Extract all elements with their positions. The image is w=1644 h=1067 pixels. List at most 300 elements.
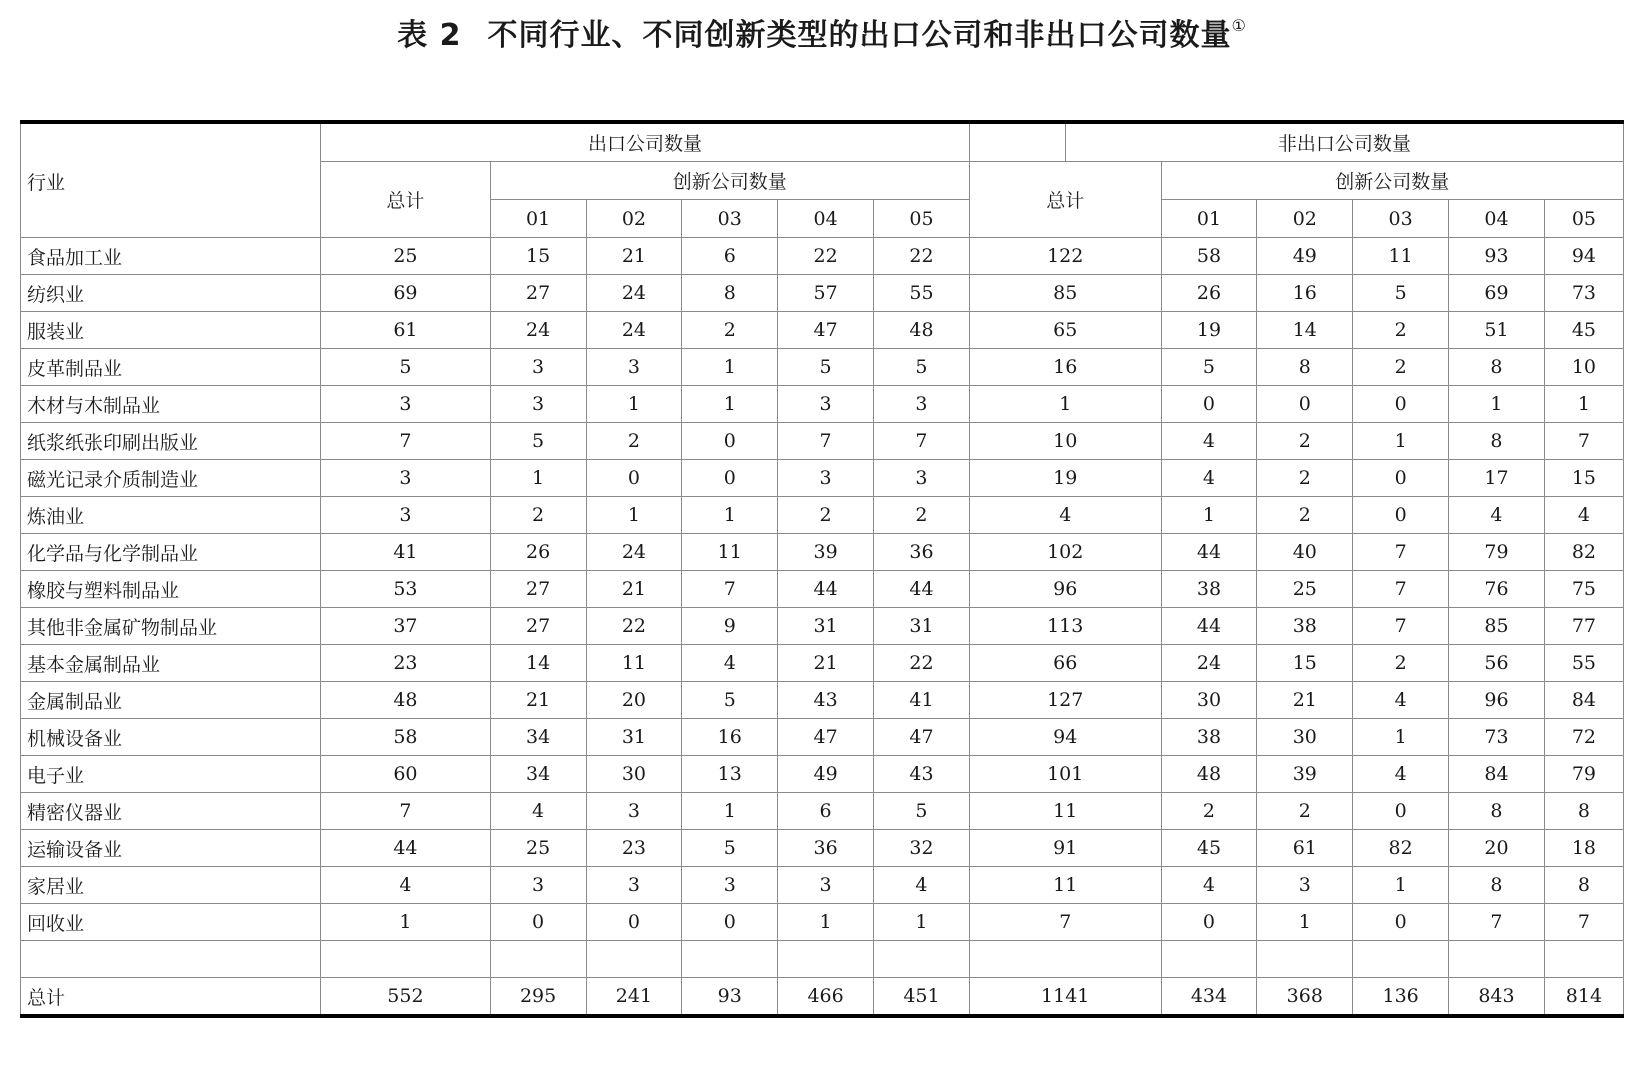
table-number: 表 2 <box>397 18 462 53</box>
industry-cell: 其他非金属矿物制品业 <box>21 608 321 645</box>
export-type-cell: 34 <box>490 756 586 793</box>
export-type-cell: 1 <box>682 386 778 423</box>
industry-cell: 炼油业 <box>21 497 321 534</box>
nonexport-type-cell: 38 <box>1161 719 1257 756</box>
nonexport-total-cell: 19 <box>969 460 1161 497</box>
nonexport-group-header: 非出口公司数量 <box>1065 122 1623 162</box>
blank-cell <box>969 941 1161 978</box>
nonexport-total-cell: 16 <box>969 349 1161 386</box>
export-type-cell: 20 <box>586 682 682 719</box>
nonexport-type-cell: 85 <box>1449 608 1545 645</box>
export-type-cell: 2 <box>490 497 586 534</box>
nonexport-type-cell: 3 <box>1257 867 1353 904</box>
export-type-cell: 27 <box>490 608 586 645</box>
export-type-02: 02 <box>586 200 682 238</box>
nonexport-type-cell: 8 <box>1449 867 1545 904</box>
table-row <box>21 423 1624 460</box>
table-row <box>21 534 1624 571</box>
table-row <box>21 645 1624 682</box>
export-total-cell: 7 <box>321 423 491 460</box>
export-type-cell: 44 <box>778 571 874 608</box>
export-type-cell: 21 <box>586 571 682 608</box>
nonexport-type-cell: 73 <box>1544 275 1623 312</box>
nonexport-total-cell: 127 <box>969 682 1161 719</box>
nonexport-type-cell: 8 <box>1544 867 1623 904</box>
nonexport-type-cell: 0 <box>1353 793 1449 830</box>
nonexport-total-cell: 113 <box>969 608 1161 645</box>
export-type-cell: 6 <box>778 793 874 830</box>
total-row <box>21 978 1624 1017</box>
nonexport-type-cell: 1 <box>1257 904 1353 941</box>
export-type-cell: 0 <box>682 423 778 460</box>
nonexport-type-cell: 73 <box>1449 719 1545 756</box>
nonexport-type-cell: 1 <box>1353 423 1449 460</box>
nonexport-type-cell: 16 <box>1257 275 1353 312</box>
nonexport-type-cell: 7 <box>1544 904 1623 941</box>
nonexport-type-cell: 5 <box>1161 349 1257 386</box>
export-type-cell: 43 <box>778 682 874 719</box>
nonexport-type-cell: 17 <box>1449 460 1545 497</box>
nonexport-type-cell: 20 <box>1449 830 1545 867</box>
nonexport-type-cell: 2 <box>1161 793 1257 830</box>
export-total-cell: 60 <box>321 756 491 793</box>
nonexport-type-cell: 56 <box>1449 645 1545 682</box>
export-type-01: 01 <box>490 200 586 238</box>
table-row <box>21 571 1624 608</box>
nonexport-total-cell: 1 <box>969 386 1161 423</box>
export-total-cell: 552 <box>321 978 491 1017</box>
export-type-cell: 241 <box>586 978 682 1017</box>
nonexport-type-cell: 72 <box>1544 719 1623 756</box>
export-type-cell: 25 <box>490 830 586 867</box>
export-type-cell: 16 <box>682 719 778 756</box>
table-row <box>21 867 1624 904</box>
export-type-cell: 3 <box>586 867 682 904</box>
nonexport-type-02: 02 <box>1257 200 1353 238</box>
export-type-cell: 39 <box>778 534 874 571</box>
industry-cell: 运输设备业 <box>21 830 321 867</box>
export-type-cell: 15 <box>490 238 586 275</box>
table-row <box>21 756 1624 793</box>
export-type-cell: 2 <box>874 497 970 534</box>
industry-cell: 纺织业 <box>21 275 321 312</box>
table-title: 不同行业、不同创新类型的出口公司和非出口公司数量 <box>487 18 1232 53</box>
nonexport-type-cell: 44 <box>1161 608 1257 645</box>
nonexport-type-cell: 55 <box>1544 645 1623 682</box>
industry-cell: 木材与木制品业 <box>21 386 321 423</box>
export-type-cell: 11 <box>586 645 682 682</box>
nonexport-type-cell: 38 <box>1257 608 1353 645</box>
blank-row <box>21 941 1624 978</box>
export-type-cell: 0 <box>586 460 682 497</box>
nonexport-type-cell: 8 <box>1257 349 1353 386</box>
export-type-cell: 0 <box>586 904 682 941</box>
nonexport-type-cell: 79 <box>1449 534 1545 571</box>
export-total-cell: 37 <box>321 608 491 645</box>
nonexport-type-cell: 48 <box>1161 756 1257 793</box>
nonexport-type-cell: 136 <box>1353 978 1449 1017</box>
industry-cell: 基本金属制品业 <box>21 645 321 682</box>
industry-cell: 服装业 <box>21 312 321 349</box>
nonexport-type-cell: 25 <box>1257 571 1353 608</box>
nonexport-type-cell: 7 <box>1353 534 1449 571</box>
nonexport-type-cell: 19 <box>1161 312 1257 349</box>
nonexport-type-cell: 2 <box>1353 645 1449 682</box>
industry-cell: 电子业 <box>21 756 321 793</box>
table-row <box>21 793 1624 830</box>
nonexport-type-cell: 14 <box>1257 312 1353 349</box>
nonexport-type-cell: 96 <box>1449 682 1545 719</box>
nonexport-type-cell: 814 <box>1544 978 1623 1017</box>
nonexport-type-cell: 49 <box>1257 238 1353 275</box>
export-type-cell: 36 <box>874 534 970 571</box>
nonexport-type-cell: 39 <box>1257 756 1353 793</box>
table-row <box>21 904 1624 941</box>
export-type-cell: 8 <box>682 275 778 312</box>
export-total-cell: 44 <box>321 830 491 867</box>
industry-header: 行业 <box>21 122 321 238</box>
nonexport-type-cell: 7 <box>1544 423 1623 460</box>
nonexport-type-cell: 38 <box>1161 571 1257 608</box>
nonexport-type-cell: 0 <box>1161 386 1257 423</box>
nonexport-type-cell: 0 <box>1161 904 1257 941</box>
nonexport-type-cell: 8 <box>1449 349 1545 386</box>
nonexport-total-cell: 11 <box>969 793 1161 830</box>
export-type-cell: 13 <box>682 756 778 793</box>
blank-cell <box>1257 941 1353 978</box>
export-type-cell: 5 <box>682 830 778 867</box>
nonexport-total-cell: 66 <box>969 645 1161 682</box>
export-type-cell: 0 <box>490 904 586 941</box>
export-innovation-header: 创新公司数量 <box>490 162 969 200</box>
industry-cell: 金属制品业 <box>21 682 321 719</box>
header-row-1 <box>21 122 1624 162</box>
table-row <box>21 349 1624 386</box>
export-total-cell: 4 <box>321 867 491 904</box>
nonexport-type-cell: 1 <box>1353 867 1449 904</box>
nonexport-type-cell: 0 <box>1353 386 1449 423</box>
export-type-cell: 5 <box>874 349 970 386</box>
export-type-cell: 2 <box>682 312 778 349</box>
export-type-cell: 24 <box>586 275 682 312</box>
table-row <box>21 719 1624 756</box>
table-row <box>21 608 1624 645</box>
export-type-cell: 49 <box>778 756 874 793</box>
export-type-cell: 47 <box>874 719 970 756</box>
industry-cell: 总计 <box>21 978 321 1017</box>
footnote-mark: ① <box>1231 16 1247 35</box>
nonexport-type-cell: 2 <box>1353 312 1449 349</box>
nonexport-type-cell: 7 <box>1353 608 1449 645</box>
nonexport-type-cell: 0 <box>1353 460 1449 497</box>
export-type-05: 05 <box>874 200 970 238</box>
export-type-cell: 1 <box>682 793 778 830</box>
nonexport-type-cell: 40 <box>1257 534 1353 571</box>
export-total-cell: 41 <box>321 534 491 571</box>
export-type-cell: 3 <box>586 349 682 386</box>
nonexport-total-cell: 11 <box>969 867 1161 904</box>
nonexport-type-cell: 26 <box>1161 275 1257 312</box>
export-total-cell: 23 <box>321 645 491 682</box>
export-type-cell: 36 <box>778 830 874 867</box>
export-type-cell: 93 <box>682 978 778 1017</box>
export-type-cell: 3 <box>490 867 586 904</box>
export-total-cell: 48 <box>321 682 491 719</box>
export-type-cell: 22 <box>778 238 874 275</box>
export-total-cell: 7 <box>321 793 491 830</box>
industry-cell: 橡胶与塑料制品业 <box>21 571 321 608</box>
table-row <box>21 460 1624 497</box>
nonexport-type-cell: 1 <box>1353 719 1449 756</box>
nonexport-type-cell: 4 <box>1544 497 1623 534</box>
export-type-cell: 47 <box>778 312 874 349</box>
nonexport-type-cell: 10 <box>1544 349 1623 386</box>
nonexport-type-cell: 4 <box>1353 756 1449 793</box>
blank-cell <box>1544 941 1623 978</box>
export-total-cell: 5 <box>321 349 491 386</box>
nonexport-type-cell: 7 <box>1449 904 1545 941</box>
export-type-cell: 0 <box>682 904 778 941</box>
nonexport-type-cell: 21 <box>1257 682 1353 719</box>
nonexport-type-cell: 0 <box>1353 497 1449 534</box>
industry-cell: 机械设备业 <box>21 719 321 756</box>
industry-cell: 皮革制品业 <box>21 349 321 386</box>
export-type-cell: 23 <box>586 830 682 867</box>
nonexport-type-cell: 44 <box>1161 534 1257 571</box>
export-type-cell: 1 <box>490 460 586 497</box>
industry-cell: 化学品与化学制品业 <box>21 534 321 571</box>
export-type-cell: 31 <box>778 608 874 645</box>
nonexport-type-cell: 82 <box>1544 534 1623 571</box>
nonexport-type-cell: 8 <box>1544 793 1623 830</box>
export-type-cell: 24 <box>490 312 586 349</box>
nonexport-total-header: 总计 <box>969 162 1161 238</box>
nonexport-innovation-header: 创新公司数量 <box>1161 162 1623 200</box>
industry-cell: 磁光记录介质制造业 <box>21 460 321 497</box>
nonexport-type-cell: 51 <box>1449 312 1545 349</box>
nonexport-type-cell: 58 <box>1161 238 1257 275</box>
export-type-cell: 1 <box>586 497 682 534</box>
nonexport-type-cell: 2 <box>1257 460 1353 497</box>
nonexport-total-cell: 101 <box>969 756 1161 793</box>
blank-cell <box>321 941 491 978</box>
export-type-cell: 26 <box>490 534 586 571</box>
table-body <box>21 122 1624 1016</box>
nonexport-type-cell: 93 <box>1449 238 1545 275</box>
nonexport-type-cell: 75 <box>1544 571 1623 608</box>
industry-cell: 回收业 <box>21 904 321 941</box>
export-type-cell: 31 <box>874 608 970 645</box>
export-type-cell: 41 <box>874 682 970 719</box>
nonexport-type-cell: 2 <box>1257 423 1353 460</box>
nonexport-type-cell: 79 <box>1544 756 1623 793</box>
export-total-cell: 3 <box>321 386 491 423</box>
nonexport-total-cell: 7 <box>969 904 1161 941</box>
nonexport-type-cell: 1 <box>1544 386 1623 423</box>
industry-cell: 精密仪器业 <box>21 793 321 830</box>
export-type-cell: 2 <box>586 423 682 460</box>
nonexport-type-01: 01 <box>1161 200 1257 238</box>
export-type-cell: 21 <box>778 645 874 682</box>
export-total-header: 总计 <box>321 162 491 238</box>
export-type-cell: 21 <box>586 238 682 275</box>
nonexport-type-cell: 15 <box>1544 460 1623 497</box>
export-type-cell: 43 <box>874 756 970 793</box>
export-type-cell: 3 <box>682 867 778 904</box>
export-type-cell: 6 <box>682 238 778 275</box>
export-type-cell: 1 <box>682 349 778 386</box>
blank-cell <box>682 941 778 978</box>
export-type-cell: 24 <box>586 534 682 571</box>
nonexport-type-cell: 8 <box>1449 423 1545 460</box>
export-type-cell: 14 <box>490 645 586 682</box>
nonexport-total-cell: 96 <box>969 571 1161 608</box>
nonexport-type-05: 05 <box>1544 200 1623 238</box>
export-type-cell: 1 <box>778 904 874 941</box>
nonexport-type-cell: 77 <box>1544 608 1623 645</box>
nonexport-type-cell: 1 <box>1449 386 1545 423</box>
export-type-cell: 1 <box>874 904 970 941</box>
blank-cell <box>490 941 586 978</box>
export-type-cell: 1 <box>682 497 778 534</box>
nonexport-type-04: 04 <box>1449 200 1545 238</box>
nonexport-type-cell: 434 <box>1161 978 1257 1017</box>
export-type-cell: 295 <box>490 978 586 1017</box>
nonexport-type-cell: 0 <box>1257 386 1353 423</box>
nonexport-type-cell: 1 <box>1161 497 1257 534</box>
industry-innovation-table <box>20 120 1624 1018</box>
table-row <box>21 275 1624 312</box>
export-type-cell: 1 <box>586 386 682 423</box>
export-total-cell: 3 <box>321 460 491 497</box>
nonexport-type-cell: 5 <box>1353 275 1449 312</box>
export-type-cell: 7 <box>778 423 874 460</box>
export-type-cell: 11 <box>682 534 778 571</box>
export-type-cell: 27 <box>490 571 586 608</box>
export-type-cell: 3 <box>490 386 586 423</box>
blank-cell <box>874 941 970 978</box>
nonexport-type-cell: 45 <box>1161 830 1257 867</box>
export-type-cell: 44 <box>874 571 970 608</box>
export-total-cell: 3 <box>321 497 491 534</box>
export-type-cell: 22 <box>586 608 682 645</box>
nonexport-type-cell: 24 <box>1161 645 1257 682</box>
export-type-cell: 466 <box>778 978 874 1017</box>
industry-cell: 食品加工业 <box>21 238 321 275</box>
export-type-cell: 24 <box>586 312 682 349</box>
export-type-cell: 34 <box>490 719 586 756</box>
export-type-cell: 3 <box>490 349 586 386</box>
nonexport-total-cell: 94 <box>969 719 1161 756</box>
nonexport-type-cell: 0 <box>1353 904 1449 941</box>
nonexport-total-cell: 1141 <box>969 978 1161 1017</box>
table-row <box>21 312 1624 349</box>
table-row <box>21 682 1624 719</box>
export-type-cell: 3 <box>874 386 970 423</box>
nonexport-total-cell: 85 <box>969 275 1161 312</box>
export-type-cell: 57 <box>778 275 874 312</box>
nonexport-total-cell: 10 <box>969 423 1161 460</box>
export-type-cell: 7 <box>682 571 778 608</box>
export-type-cell: 3 <box>586 793 682 830</box>
nonexport-type-cell: 45 <box>1544 312 1623 349</box>
export-type-04: 04 <box>778 200 874 238</box>
export-type-cell: 5 <box>874 793 970 830</box>
export-type-cell: 2 <box>778 497 874 534</box>
nonexport-type-cell: 4 <box>1161 867 1257 904</box>
export-total-cell: 1 <box>321 904 491 941</box>
table-row <box>21 497 1624 534</box>
nonexport-type-cell: 4 <box>1161 423 1257 460</box>
nonexport-type-cell: 84 <box>1449 756 1545 793</box>
nonexport-type-cell: 2 <box>1257 793 1353 830</box>
export-type-cell: 4 <box>490 793 586 830</box>
blank-cell <box>586 941 682 978</box>
nonexport-type-cell: 843 <box>1449 978 1545 1017</box>
blank-cell <box>1353 941 1449 978</box>
export-type-cell: 5 <box>778 349 874 386</box>
export-type-cell: 22 <box>874 645 970 682</box>
nonexport-type-cell: 30 <box>1257 719 1353 756</box>
nonexport-type-cell: 76 <box>1449 571 1545 608</box>
export-type-cell: 451 <box>874 978 970 1017</box>
table-caption <box>0 4 1644 58</box>
export-type-cell: 31 <box>586 719 682 756</box>
blank-cell <box>1449 941 1545 978</box>
export-type-cell: 22 <box>874 238 970 275</box>
nonexport-type-cell: 4 <box>1353 682 1449 719</box>
nonexport-total-cell: 4 <box>969 497 1161 534</box>
export-type-cell: 55 <box>874 275 970 312</box>
nonexport-total-cell: 91 <box>969 830 1161 867</box>
nonexport-type-cell: 4 <box>1449 497 1545 534</box>
export-type-cell: 21 <box>490 682 586 719</box>
nonexport-type-cell: 61 <box>1257 830 1353 867</box>
export-total-cell: 25 <box>321 238 491 275</box>
nonexport-type-cell: 11 <box>1353 238 1449 275</box>
export-group-header: 出口公司数量 <box>321 122 970 162</box>
export-type-cell: 4 <box>682 645 778 682</box>
nonexport-type-cell: 84 <box>1544 682 1623 719</box>
export-type-cell: 7 <box>874 423 970 460</box>
table-row <box>21 386 1624 423</box>
nonexport-total-cell: 102 <box>969 534 1161 571</box>
blank-cell <box>778 941 874 978</box>
export-type-cell: 9 <box>682 608 778 645</box>
nonexport-type-cell: 69 <box>1449 275 1545 312</box>
export-total-cell: 58 <box>321 719 491 756</box>
export-type-03: 03 <box>682 200 778 238</box>
nonexport-type-cell: 4 <box>1161 460 1257 497</box>
export-type-cell: 3 <box>778 386 874 423</box>
export-total-cell: 53 <box>321 571 491 608</box>
nonexport-type-cell: 18 <box>1544 830 1623 867</box>
nonexport-type-cell: 15 <box>1257 645 1353 682</box>
export-type-cell: 3 <box>874 460 970 497</box>
nonexport-total-cell: 122 <box>969 238 1161 275</box>
nonexport-type-cell: 30 <box>1161 682 1257 719</box>
export-type-cell: 48 <box>874 312 970 349</box>
nonexport-type-cell: 2 <box>1257 497 1353 534</box>
nonexport-type-cell: 94 <box>1544 238 1623 275</box>
export-type-cell: 3 <box>778 460 874 497</box>
export-type-cell: 32 <box>874 830 970 867</box>
export-type-cell: 4 <box>874 867 970 904</box>
nonexport-type-cell: 368 <box>1257 978 1353 1017</box>
export-type-cell: 0 <box>682 460 778 497</box>
nonexport-total-cell: 65 <box>969 312 1161 349</box>
table-row <box>21 238 1624 275</box>
